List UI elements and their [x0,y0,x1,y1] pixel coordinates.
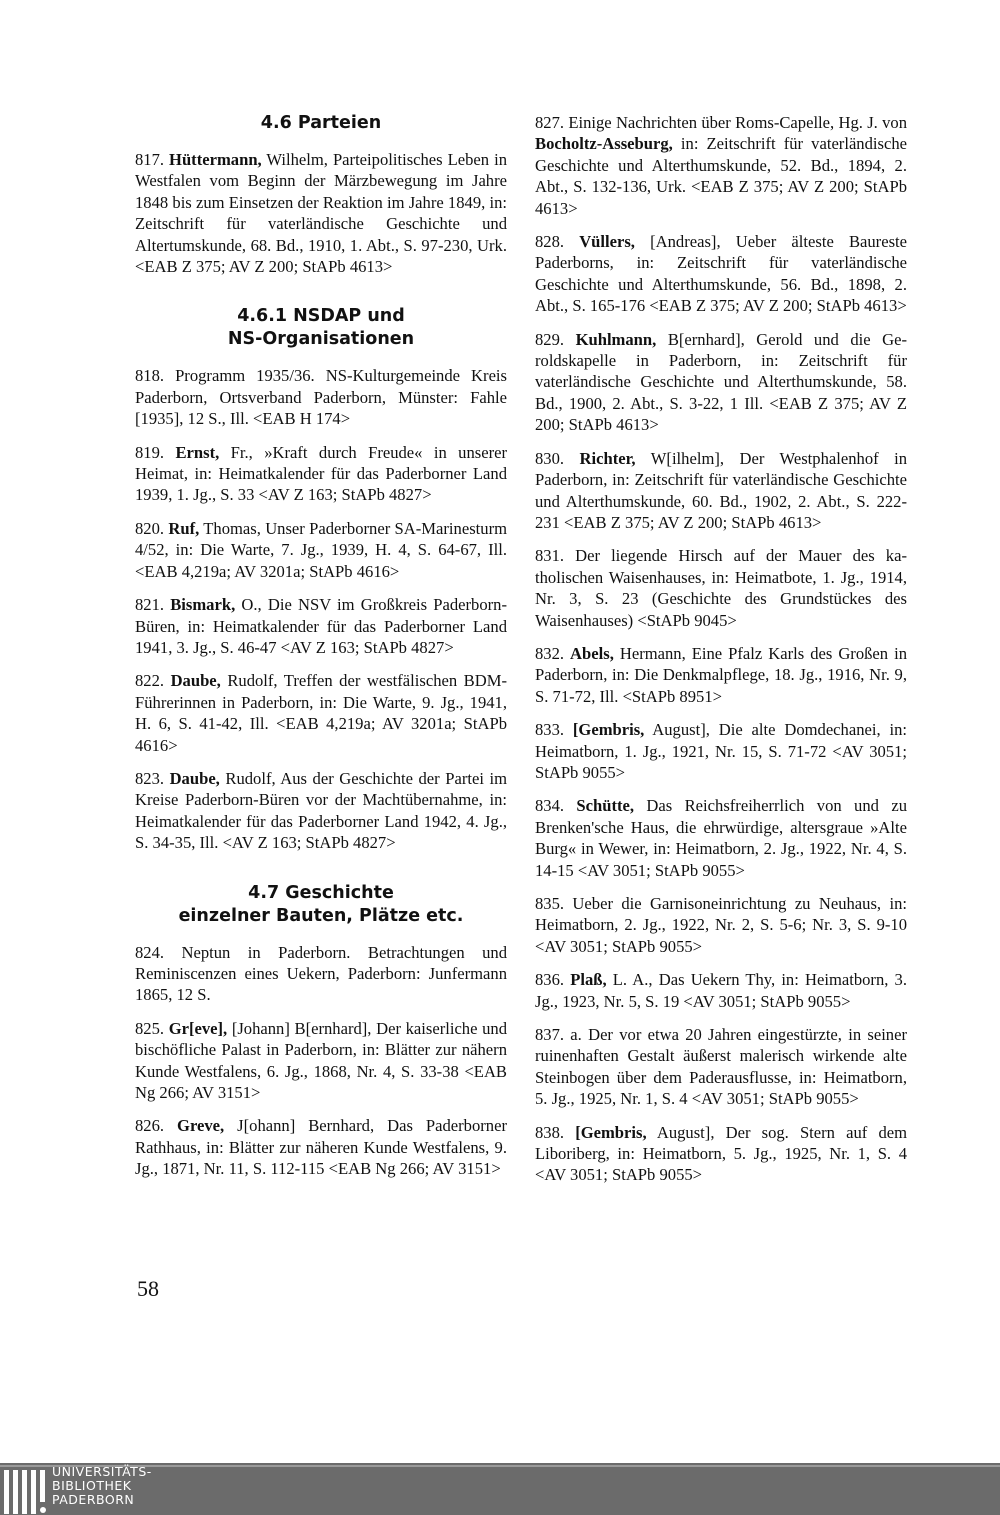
entry-831: 831. Der liegende Hirsch auf der Mauer des katholischen Waisenhauses, in: Heimatbote, 1. Jg., 1914, Nr. 3, S. 23 (Geschichte des Grundstückes des Waisenhauses) <StAPb 9045> [535,546,907,630]
entry-838: 838. [Gembris, August], Der sog. Stern auf dem Liboriberg, in: Heimatborn, 5. Jg., 1925, Nr. 1, S. 4 <AV 3051; StAPb 9055> [535,1122,908,1185]
entry-819: 819. Ernst, Fr., »Kraft durch Freude« in unserer Heimat, in: Heimatkalender für das Paderborner Land 1939, 1. Jg., S. 33 <AV Z 163; StAPb 4827> [135,442,508,505]
entry-821: 821. Bismark, O., Die NSV im Großkreis Paderborn-Büren, in: Heimatkalender für das Paderborner Land 1941, 3. Jg., S. 46-47 <AV Z 163; StAPb 4827> [135,595,507,657]
author-name: Gr[eve], [168,1018,228,1038]
author-name: Vüllers, [579,232,635,252]
entry-826: 826. Greve, J[ohann] Bernhard, Das Paderborner Rathhaus, in: Blätter zur näheren Kunde Westfalens, 9. Jg., 1871, Nr. 11, S. 112-115 <EAB Ng 266; AV 3151> [135,1116,507,1179]
author-name: Abels, [570,643,614,663]
page-number: 58 [137,1276,159,1301]
entry-829: 829. Kuhlmann, B[ernhard], Gerold und die Geroldskapelle in Paderborn, in: Zeitschrift für vaterländische Geschichte und Alterthumskunde, 58. Bd., 1900, 2. Abt., S. 3-22, 1 Ill. <EAB Z 375; AV Z 200; StAPb 4613> [535,329,907,435]
author-name: Ruf, [168,518,200,538]
entry-836: 836. Plaß, L. A., Das Uekern Thy, in: Heimatborn, 3. Jg., 1923, Nr. 5, S. 19 <AV 3051; StAPb 9055> [535,970,907,1011]
entry-817: 817. Hüttermann, Wilhelm, Parteipolitisches Leben in Westfalen vom Beginn der Märzbewegung im Jahre 1848 bis zum Einsetzen der Reaktion im Jahre 1849, in: Zeitschrift für vaterländische Geschichte und Altertumskunde, 68. Bd., 1910, 1. Abt., S. 97-230, Urk. <EAB Z 375; AV Z 200; StAPb 4613> [135,150,508,277]
entry-823: 823. Daube, Rudolf, Aus der Geschichte der Partei im Kreise Paderborn-Büren vor der Machtübernahme, in: Heimatkalender für das Paderborner Land 1942, 4. Jg., S. 34-35, Ill. <AV Z 163; StAPb 4827> [135,768,507,853]
entry-832: 832. Abels, Hermann, Eine Pfalz Karls des Großen in Paderborn, in: Die Denkmalpflege, 18. Jg., 1916, Nr. 9, S. 71-72, Ill. <StAPb 8951> [535,643,907,706]
author-name: [Gembris, [572,720,645,740]
author-name: Plaß, [570,970,607,990]
author-name: Bismark, [170,595,236,615]
logo-stripe [13,1470,18,1514]
author-name: Richter, [579,448,636,468]
logo-dot-icon [40,1507,46,1513]
entry-824: 824. Neptun in Paderborn. Betrachtungen und Reminiscenzen eines Uekern, Paderborn: Junfermann 1865, 12 S. [135,942,507,1005]
logo-stripe [4,1470,9,1514]
author-name: Schütte, [576,796,635,816]
section-heading-bauten: 4.7 Geschichte einzelner Bauten, Plätze etc. [178,882,464,926]
author-name: Greve, [177,1116,225,1136]
entry-837: 837. a. Der vor etwa 20 Jahren eingestürzte, in seiner ruinenhaften Gestalt äußerst malerisch wirkende alte Steinbogen über dem Paderausflusse, in: Heimatborn, 5. Jg., 1925, Nr. 1, S. 4 <AV 3051; StAPb 9055> [535,1025,907,1109]
entry-834: 834. Schütte, Das Reichsfreiherrlich von und zu Brenken'sche Haus, die ehrwürdige, altersgraue »Alte Burg« in Wewer, in: Heimatborn, 2. Jg., 1922, Nr. 4, S. 14-15 <AV 3051; StAPb 9055> [535,796,907,880]
entry-818: 818. Programm 1935/36. NS-Kulturgemeinde Kreis Paderborn, Ortsverband Paderborn, Münster: Fahle [1935], 12 S., Ill. <EAB H 174> [135,366,507,429]
entry-828: 828. Vüllers, [Andreas], Ueber älteste Baureste Paderborns, in: Zeitschrift für vaterländische Geschichte und Alterthumskunde, 56. Bd., 1898, 2. Abt., S. 165-176 <EAB Z 375; AV Z 200; StAPb 4613> [535,232,908,316]
logo-stripe [31,1470,36,1514]
entry-827: 827. Einige Nachrichten über Roms-Capelle, Hg. J. von Bocholtz-Asseburg, in: Zeitschrift für vaterländische Geschichte und Alterthumskunde, 52. Bd., 1894, 2. Abt., S. 132-136, Urk. <EAB Z 375; AV Z 200; StAPb 4613> [535,113,907,218]
author-name: Hüttermann, [169,150,262,169]
author-name: Kuhlmann, [575,329,657,349]
author-name: Daube, [169,768,220,788]
author-name: Daube, [170,671,221,691]
entry-820: 820. Ruf, Thomas, Unser Paderborner SA-Marinesturm 4/52, in: Die Warte, 7. Jg., 1939, H. 4, S. 64-67, Ill. <EAB 4,219a; AV 3201a; StAPb 4616> [135,518,507,581]
left-column [135,112,507,1192]
entry-833: 833. [Gembris, August], Die alte Domdechanei, in: Heimatborn, 1. Jg., 1921, Nr. 15, S. 71-72 <AV 3051; StAPb 9055> [535,720,907,782]
section-heading-nsdap: 4.6.1 NSDAP und NS-Organisationen [227,306,415,350]
author-name: [Gembris, [575,1122,647,1142]
entry-822: 822. Daube, Rudolf, Treffen der westfälischen BDM-Führerinnen in Paderborn, in: Die Warte, 9. Jg., 1941, H. 6, S. 41-42, Ill. <EAB 4,219a; AV 3201a; StAPb 4616> [135,671,508,755]
author-name: Bocholtz-Asseburg, [535,134,673,154]
entry-825: 825. Gr[eve], [Johann] B[ernhard], Der kaiserliche und bischöfliche Palast in Paderborn, in: Blätter zur nähern Kunde Westfalens, 6. Jg., 1868, Nr. 4, S. 33-38 <EAB Ng 266; AV 3151> [135,1018,508,1102]
entry-830: 830. Richter, W[ilhelm], Der Westphalenhof in Paderborn, in: Zeitschrift für vaterländische Geschichte und Alterthumskunde, 60. Bd., 1902, 2. Abt., S. 222-231 <EAB Z 375; AV Z 200; StAPb 4613> [535,448,908,532]
logo-stripe [22,1470,27,1514]
entry-835: 835. Ueber die Garnisoneinrichtung zu Neuhaus, in: Heimatborn, 2. Jg., 1922, Nr. 2, S. 5-6; Nr. 3, S. 9-10 <AV 3051; StAPb 9055> [535,894,907,956]
library-logo: UNIVERSITÄTS- BIBLIOTHEK PADERBORN [52,1464,152,1507]
author-name: Ernst, [175,442,220,462]
logo-stripe [40,1470,45,1502]
right-column [535,112,907,1198]
section-heading-parteien: 4.6 Parteien [260,113,382,133]
